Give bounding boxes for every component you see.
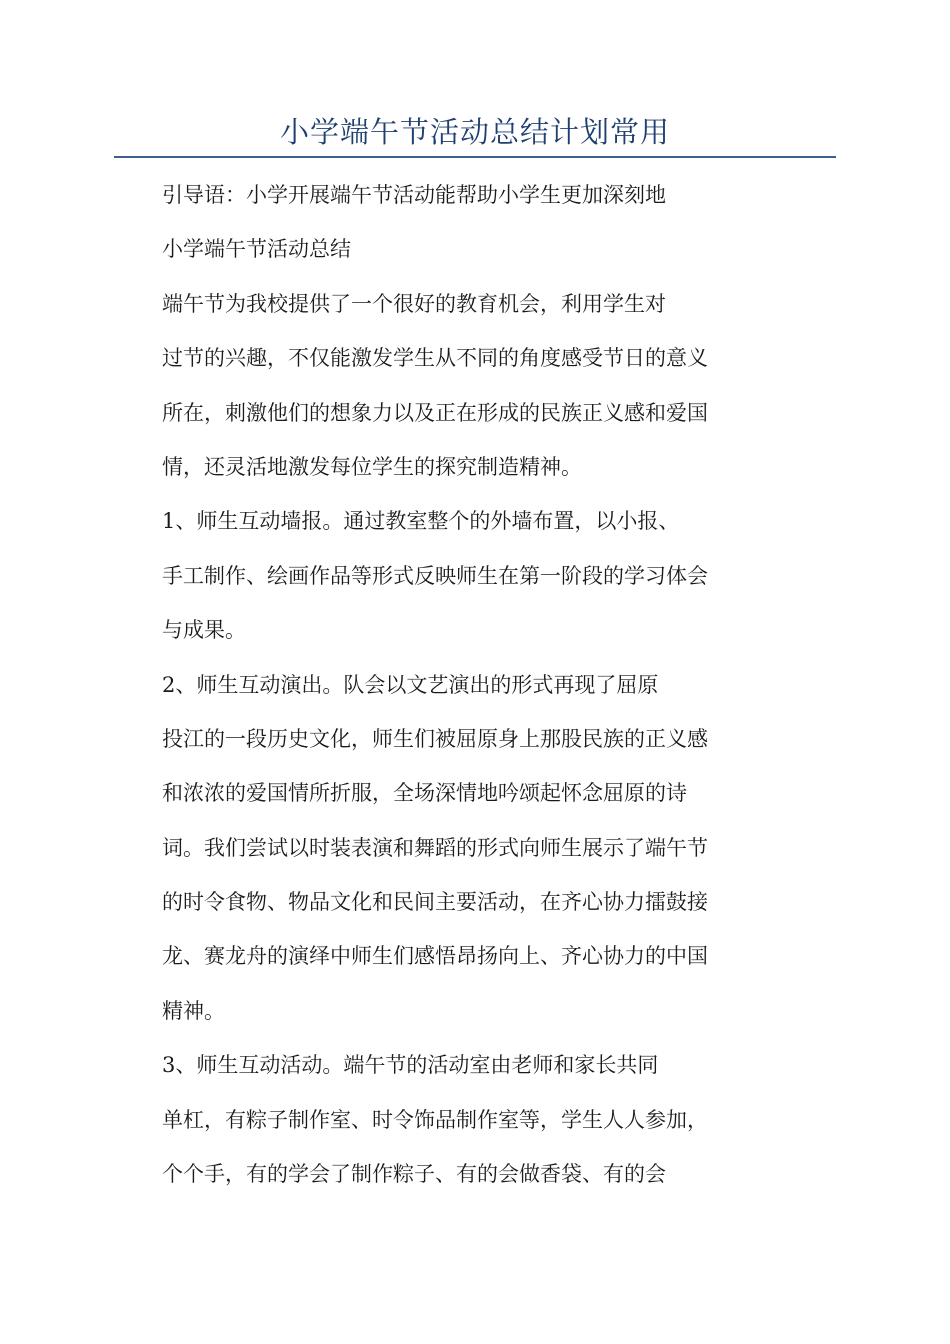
paragraph-line: 与成果。 [162, 618, 246, 643]
paragraph-line: 的时令食物、物品文化和民间主要活动，在齐心协力擂鼓接 [162, 890, 708, 915]
paragraph-line: 词。我们尝试以时装表演和舞蹈的形式向师生展示了端午节 [162, 835, 708, 860]
section-heading: 小学端午节活动总结 [162, 237, 351, 262]
title-block [114, 112, 836, 158]
paragraph-line: 端午节为我校提供了一个很好的教育机会，利用学生对 [162, 291, 666, 316]
paragraph-line: 单杠，有粽子制作室、时令饰品制作室等，学生人人参加， [162, 1107, 708, 1132]
paragraph-line: 和浓浓的爱国情所折服，全场深情地吟颂起怀念屈原的诗 [162, 781, 687, 806]
list-item-line: 3、师生互动活动。端午节的活动室由老师和家长共同 [162, 1053, 659, 1078]
paragraph-line: 龙、赛龙舟的演绎中师生们感悟昂扬向上、齐心协力的中国 [162, 944, 708, 969]
paragraph-line: 精神。 [162, 998, 225, 1023]
paragraph-line: 所在，刺激他们的想象力以及正在形成的民族正义感和爱国 [162, 400, 708, 425]
document-body [162, 168, 762, 1201]
paragraph-line: 手工制作、绘画作品等形式反映师生在第一阶段的学习体会 [162, 563, 708, 588]
paragraph-line: 情，还灵活地激发每位学生的探究制造精神。 [162, 454, 582, 479]
paragraph-line: 投江的一段历史文化，师生们被屈原身上那股民族的正义感 [162, 726, 708, 751]
paragraph-line: 个个手，有的学会了制作粽子、有的会做香袋、有的会 [162, 1162, 666, 1187]
page-title: 小学端午节活动总结计划常用 [279, 115, 670, 149]
intro-line: 引导语：小学开展端午节活动能帮助小学生更加深刻地 [162, 183, 666, 207]
paragraph-line: 过节的兴趣，不仅能激发学生从不同的角度感受节日的意义 [162, 346, 708, 371]
list-item-line: 2、师生互动演出。队会以文艺演出的形式再现了屈原 [162, 672, 659, 697]
list-item-line: 1、师生互动墙报。通过教室整个的外墙布置，以小报、 [162, 509, 680, 534]
